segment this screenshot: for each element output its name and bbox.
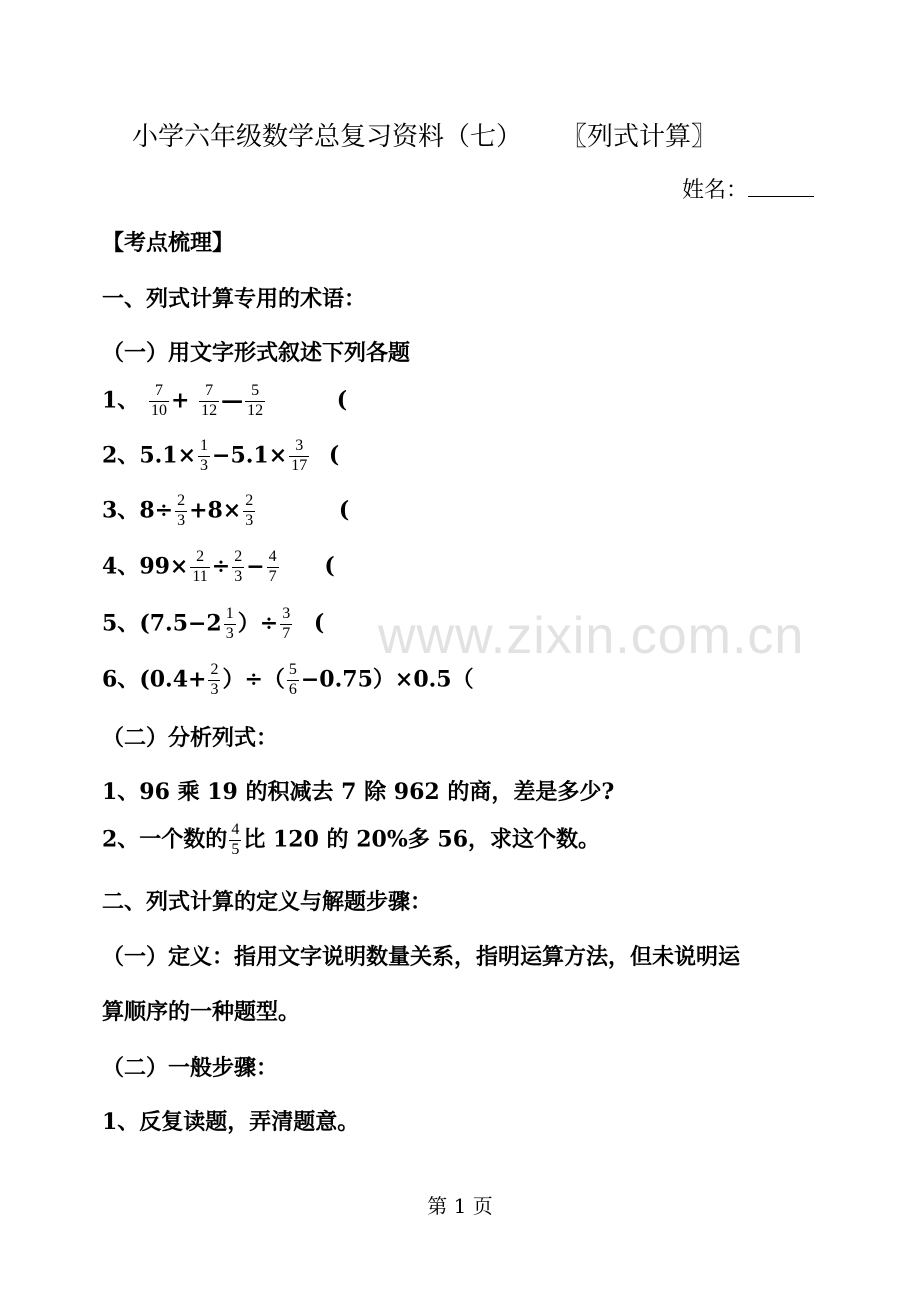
section-1-1-heading: （一）用文字形式叙述下列各题 (102, 340, 411, 366)
fraction: $\frac{3}{17}$ (291, 437, 308, 474)
fraction: $\frac{2}{3}$ (234, 548, 243, 585)
analysis-question-2: 2、一个数的 $\frac{4}{5}$ 比 120 的 20%多 56，求这个数。 (102, 821, 601, 858)
fraction: $\frac{4}{5}$ (231, 821, 240, 858)
watermark: www.zixin.com.cn (378, 607, 805, 665)
fraction: $\frac{3}{7}$ (282, 605, 291, 642)
fraction: $\frac{1}{3}$ (200, 437, 209, 474)
title-sub: 〖列式计算〗 (574, 122, 718, 152)
fraction: $\frac{2}{3}$ (177, 492, 186, 529)
answer-paren: ( (313, 610, 325, 637)
fraction: $\frac{2}{3}$ (210, 661, 219, 698)
fraction: $\frac{5}{12}$ (247, 382, 264, 419)
analysis-question-1: 1、96 乘 19 的积减去 7 除 962 的商，差是多少? (102, 779, 615, 805)
title-main: 小学六年级数学总复习资料（七） (132, 122, 523, 152)
fraction: $\frac{7}{10}$ (150, 382, 167, 419)
fraction: $\frac{2}{3}$ (245, 492, 254, 529)
section-2-2-heading: （二）一般步骤： (102, 1055, 279, 1081)
step-1: 1、反复读题，弄清题意。 (102, 1109, 360, 1135)
fraction: $\frac{5}{6}$ (288, 661, 297, 698)
answer-paren: ( (336, 387, 348, 414)
section-1-2-heading: （二）分析列式： (102, 725, 279, 751)
problem-5: 5、(7.5−2 $\frac{1}{3}$ ）÷ $\frac{3}{7}$ ( (102, 605, 325, 642)
fraction: $\frac{2}{11}$ (192, 548, 208, 585)
name-blank[interactable] (748, 178, 814, 197)
name-label: 姓名： (682, 178, 749, 203)
name-field (682, 173, 814, 204)
section-2-heading: 二、列式计算的定义与解题步骤： (102, 889, 433, 915)
answer-paren: ( (328, 442, 340, 469)
problem-1: 1、 $\frac{7}{10}$ + $\frac{7}{12}$ — $\frac{5}{12}$ ( (102, 382, 348, 419)
definition-line-1: （一）定义：指用文字说明数量关系，指明运算方法，但未说明运 (102, 944, 741, 970)
fraction: $\frac{4}{7}$ (268, 548, 277, 585)
fraction: $\frac{1}{3}$ (225, 605, 234, 642)
problem-6: 6、(0.4+ $\frac{2}{3}$ ）÷（ $\frac{5}{6}$ −0.75）×0.5（ (102, 661, 474, 698)
answer-paren: ( (338, 497, 350, 524)
fraction: $\frac{7}{12}$ (201, 382, 218, 419)
section-1-heading: 一、列式计算专用的术语： (102, 286, 367, 312)
problem-2: 2、5.1× $\frac{1}{3}$ −5.1× $\frac{3}{17}$ ( (102, 437, 340, 474)
problem-3: 3、8÷ $\frac{2}{3}$ +8× $\frac{2}{3}$ ( (102, 492, 350, 529)
answer-paren: ( (324, 553, 335, 580)
definition-line-2: 算顺序的一种题型。 (102, 999, 301, 1025)
problem-4: 4、99× $\frac{2}{11}$ ÷ $\frac{2}{3}$ − $\frac{4}{7}$ ( (102, 548, 335, 585)
review-heading: 【考点梳理】 (102, 230, 235, 256)
document-title (132, 116, 717, 153)
page-number: 第 1 页 (427, 1194, 493, 1218)
